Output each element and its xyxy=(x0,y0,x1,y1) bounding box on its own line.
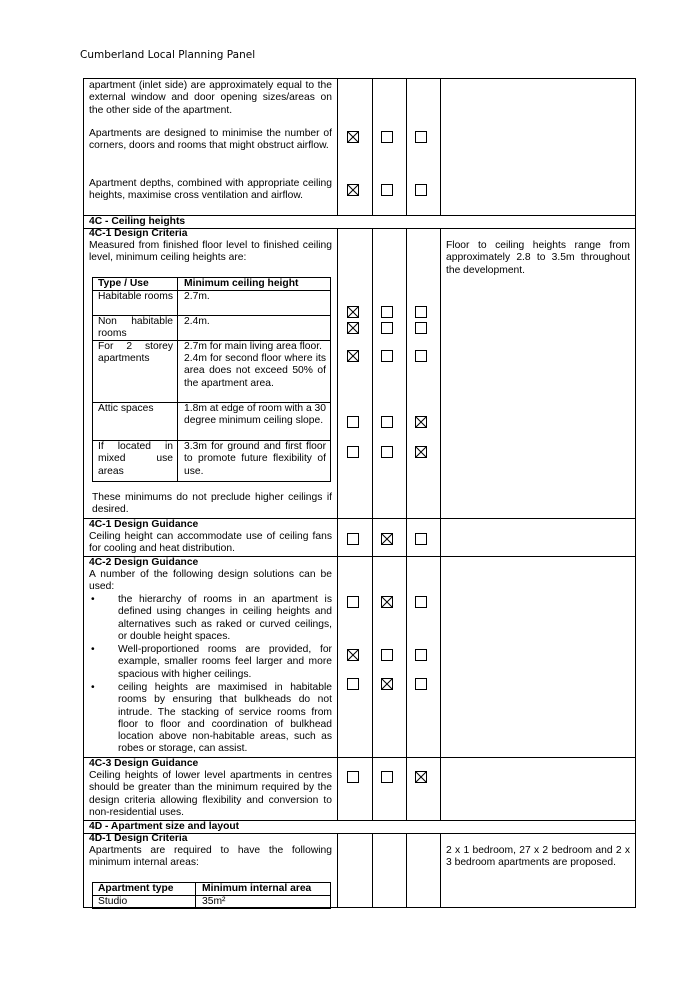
cb-depth-na-checkbox[interactable] xyxy=(415,184,427,196)
design-criteria-4c1-heading: 4C-1 Design Criteria xyxy=(89,228,188,239)
cb-maximised-no-checkbox[interactable] xyxy=(381,678,393,690)
height-mixed-use: 3.3m for ground and first floor to promote future flexibility of use. xyxy=(184,441,326,477)
cb-non-habitable-na-checkbox[interactable] xyxy=(415,322,427,334)
cb-2-storey-no-checkbox[interactable] xyxy=(381,350,393,362)
cb-habitable-no-checkbox[interactable] xyxy=(381,306,393,318)
cross-icon xyxy=(348,650,358,660)
height-2-storey: 2.7m for main living area floor. xyxy=(184,341,322,352)
cross-icon xyxy=(382,534,392,544)
cb-lower-level-na-checkbox[interactable] xyxy=(415,771,427,783)
type-2-storey: For 2 storey apartments xyxy=(98,341,173,365)
cross-icon xyxy=(348,132,358,142)
ceiling-height-comment: Floor to ceiling heights range from approximately 2.8 to 3.5m throughout the development. xyxy=(446,240,630,276)
ceiling-height-table xyxy=(92,277,331,482)
section-4d-heading: 4D - Apartment size and layout xyxy=(89,821,240,832)
cb-hierarchy-na-checkbox[interactable] xyxy=(415,596,427,608)
cb-lower-level-no-checkbox[interactable] xyxy=(381,771,393,783)
type-attic: Attic spaces xyxy=(98,403,154,414)
type-studio: Studio xyxy=(98,896,128,907)
cb-2-storey-na-checkbox[interactable] xyxy=(415,350,427,362)
airflow-opening-text: apartment (inlet side) are approximately equal to the external window and door opening sizes/areas on the other side of the apartment. xyxy=(89,80,332,116)
cb-maximised-na-checkbox[interactable] xyxy=(415,678,427,690)
cross-icon xyxy=(348,323,358,333)
design-guidance-4c1-text: Ceiling height can accommodate use of ceiling fans for cooling and heat distribution. xyxy=(89,531,332,555)
design-criteria-4d1-intro: Apartments are required to have the following minimum internal areas: xyxy=(89,845,332,869)
cross-icon xyxy=(348,351,358,361)
bullet-icon: • xyxy=(91,594,95,605)
bullet-proportioned-text: Well-proportioned rooms are provided, for example, smaller rooms feel larger and more spacious with higher ceilings. xyxy=(118,644,332,680)
height-2-storey-second: 2.4m for second floor where its area does not exceed 50% of the apartment area. xyxy=(184,353,326,389)
type-habitable: Habitable rooms xyxy=(98,291,173,302)
bullet-maximised-text: ceiling heights are maximised in habitable rooms by ensuring that bulkheads do not intrude. The stacking of service rooms from floor to floor and coordination of bulkhead location above non-habitable areas, such as robes or storage, can assist. xyxy=(118,682,332,755)
design-guidance-4c1-heading: 4C-1 Design Guidance xyxy=(89,519,199,530)
cb-proportioned-yes-checkbox[interactable] xyxy=(347,649,359,661)
cb-airflow-yes-checkbox[interactable] xyxy=(347,131,359,143)
apartment-depth-text: Apartment depths, combined with appropriate ceiling heights, maximise cross ventilation and airflow. xyxy=(89,178,332,202)
design-guidance-4c3-heading: 4C-3 Design Guidance xyxy=(89,758,199,769)
cb-proportioned-na-checkbox[interactable] xyxy=(415,649,427,661)
design-criteria-4c1-intro: Measured from finished floor level to finished ceiling level, minimum ceiling heights are: xyxy=(89,240,332,264)
cb-habitable-na-checkbox[interactable] xyxy=(415,306,427,318)
cross-icon xyxy=(416,447,426,457)
cross-icon xyxy=(348,185,358,195)
compliance-table xyxy=(83,78,636,908)
cb-habitable-yes-checkbox[interactable] xyxy=(347,306,359,318)
cb-attic-yes-checkbox[interactable] xyxy=(347,416,359,428)
col-header-apartment-type: Apartment type xyxy=(98,883,174,894)
cb-airflow-no-checkbox[interactable] xyxy=(381,131,393,143)
cb-mixed-use-na-checkbox[interactable] xyxy=(415,446,427,458)
bullet-icon: • xyxy=(91,644,95,655)
type-non-habitable: Non habitable rooms xyxy=(98,316,173,340)
col-header-min-height: Minimum ceiling height xyxy=(184,278,299,289)
cross-icon xyxy=(416,772,426,782)
apartment-mix-comment: 2 x 1 bedroom, 27 x 2 bedroom and 2 x 3 bedroom apartments are proposed. xyxy=(446,845,630,869)
height-attic: 1.8m at edge of room with a 30 degree minimum ceiling slope. xyxy=(184,403,326,427)
cross-icon xyxy=(416,417,426,427)
cb-depth-yes-checkbox[interactable] xyxy=(347,184,359,196)
section-4c-heading: 4C - Ceiling heights xyxy=(89,216,186,227)
cb-ceiling-fans-no-checkbox[interactable] xyxy=(381,533,393,545)
cb-attic-na-checkbox[interactable] xyxy=(415,416,427,428)
height-non-habitable: 2.4m. xyxy=(184,316,210,327)
type-mixed-use: If located in mixed use areas xyxy=(98,441,173,477)
bullet-hierarchy-text: the hierarchy of rooms in an apartment is defined using changes in ceiling heights and alternatives such as raked or curved ceilings, or double height spaces. xyxy=(118,594,332,642)
area-studio: 35m² xyxy=(202,896,226,907)
design-guidance-4c2-intro: A number of the following design solutions can be used: xyxy=(89,569,332,593)
cross-icon xyxy=(382,597,392,607)
bullet-icon: • xyxy=(91,682,95,693)
cb-lower-level-yes-checkbox[interactable] xyxy=(347,771,359,783)
cb-2-storey-yes-checkbox[interactable] xyxy=(347,350,359,362)
cb-attic-no-checkbox[interactable] xyxy=(381,416,393,428)
cross-icon xyxy=(382,679,392,689)
cb-non-habitable-no-checkbox[interactable] xyxy=(381,322,393,334)
design-guidance-4c3-text: Ceiling heights of lower level apartments in centres should be greater than the minimum required by the design criteria allowing flexibility and conversion to non-residential uses. xyxy=(89,770,332,818)
ceiling-minimums-note: These minimums do not preclude higher ceilings if desired. xyxy=(92,492,332,516)
design-guidance-4c2-heading: 4C-2 Design Guidance xyxy=(89,557,199,568)
cb-hierarchy-yes-checkbox[interactable] xyxy=(347,596,359,608)
page-header: Cumberland Local Planning Panel xyxy=(80,49,256,61)
cb-ceiling-fans-na-checkbox[interactable] xyxy=(415,533,427,545)
cb-mixed-use-yes-checkbox[interactable] xyxy=(347,446,359,458)
apartment-area-table xyxy=(92,882,331,909)
cb-hierarchy-no-checkbox[interactable] xyxy=(381,596,393,608)
col-header-min-area: Minimum internal area xyxy=(202,883,312,894)
cb-ceiling-fans-yes-checkbox[interactable] xyxy=(347,533,359,545)
col-header-type: Type / Use xyxy=(98,278,149,289)
cb-mixed-use-no-checkbox[interactable] xyxy=(381,446,393,458)
design-criteria-4d1-heading: 4D-1 Design Criteria xyxy=(89,833,188,844)
height-habitable: 2.7m. xyxy=(184,291,210,302)
cb-depth-no-checkbox[interactable] xyxy=(381,184,393,196)
cross-icon xyxy=(348,307,358,317)
cb-airflow-na-checkbox[interactable] xyxy=(415,131,427,143)
cb-non-habitable-yes-checkbox[interactable] xyxy=(347,322,359,334)
cb-maximised-yes-checkbox[interactable] xyxy=(347,678,359,690)
cb-proportioned-no-checkbox[interactable] xyxy=(381,649,393,661)
airflow-corners-text: Apartments are designed to minimise the number of corners, doors and rooms that might obstruct airflow. xyxy=(89,128,332,152)
